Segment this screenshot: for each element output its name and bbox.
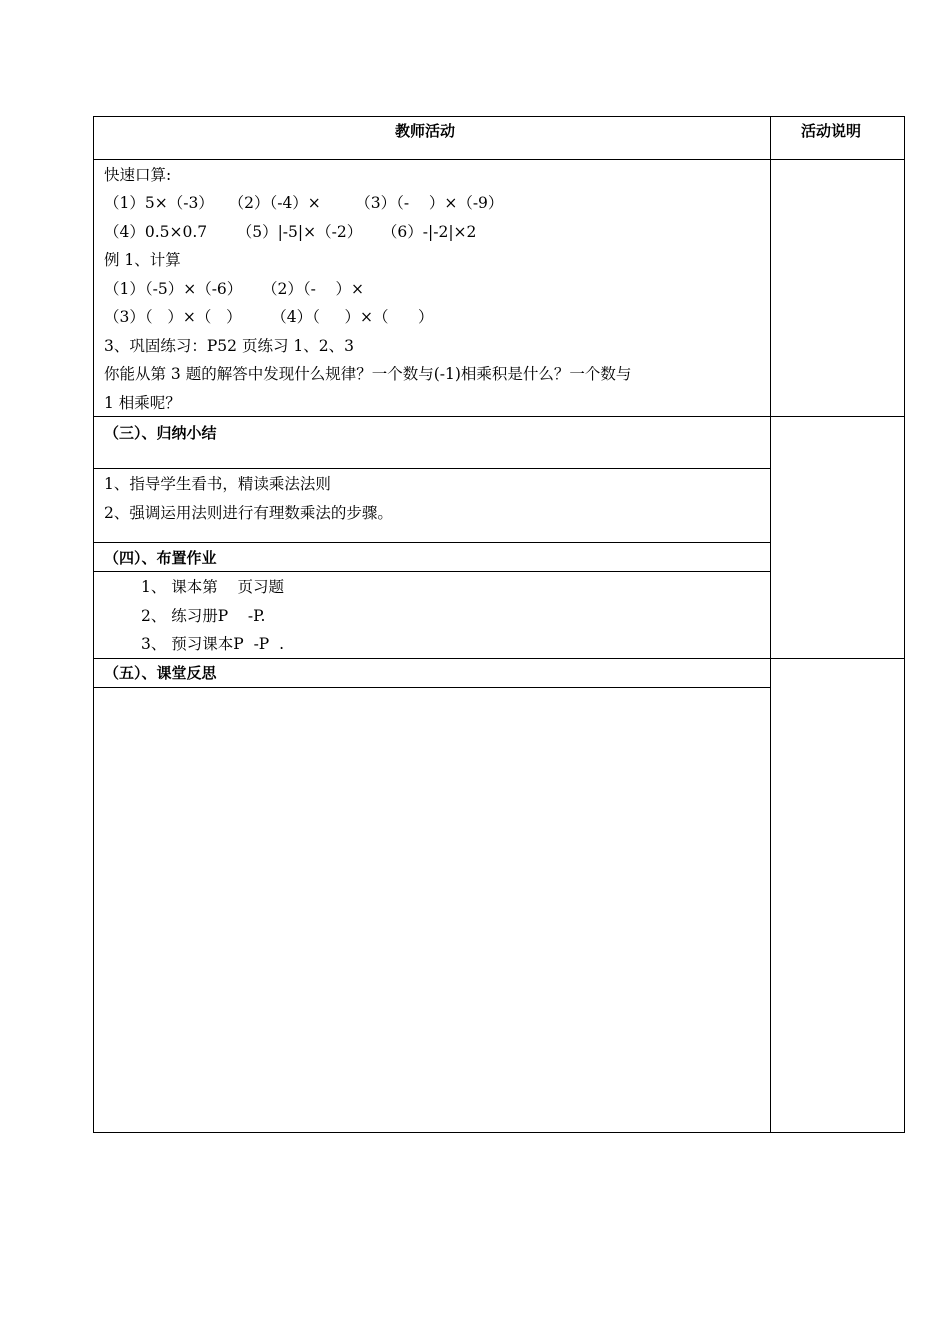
header-row-divider bbox=[93, 159, 905, 160]
example-1-line-1: （1）（-5）×（-6） （2）（- ）× bbox=[104, 280, 365, 298]
summary-item-2: 2、强调运用法则进行有理数乘法的步骤。 bbox=[104, 504, 393, 522]
pattern-question-line-2: 1 相乘呢？ bbox=[104, 394, 181, 412]
summary-title-divider bbox=[93, 468, 771, 469]
homework-row-divider bbox=[93, 658, 905, 659]
reflection-title-divider bbox=[93, 687, 771, 688]
consolidation-exercise: 3、巩固练习：P52 页练习 1、2、3 bbox=[104, 337, 354, 355]
homework-item-2: 2、 练习册P -P. bbox=[141, 607, 266, 625]
homework-title: （四）、布置作业 bbox=[104, 549, 217, 567]
summary-item-1: 1、指导学生看书，精读乘法法则 bbox=[104, 475, 331, 493]
summary-row-divider bbox=[93, 542, 771, 543]
quick-calc-line-2: （4）0.5×0.7 （5）|-5|×（-2） （6）-|-2|×2 bbox=[104, 223, 477, 241]
summary-title: （三）、归纳小结 bbox=[104, 424, 217, 442]
homework-item-3: 3、 预习课本P -P . bbox=[141, 635, 285, 653]
pattern-question-line-1: 你能从第 3 题的解答中发现什么规律？一个数与(-1)相乘积是什么？一个数与 bbox=[104, 365, 632, 383]
homework-item-1: 1、 课本第 页习题 bbox=[141, 578, 284, 596]
reflection-title: （五）、课堂反思 bbox=[104, 664, 217, 682]
homework-title-divider bbox=[93, 571, 771, 572]
header-teacher-activity: 教师活动 bbox=[395, 122, 456, 140]
quick-calc-label: 快速口算: bbox=[104, 166, 172, 184]
example-1-line-2: （3）（ ）×（ ） （4）（ ）×（ ） bbox=[104, 308, 434, 326]
column-divider bbox=[770, 116, 771, 1133]
quick-calc-line-1: （1）5×（-3） （2）（-4）× （3）（- ）×（-9） bbox=[104, 194, 504, 212]
example-1-label: 例 1、计算 bbox=[104, 251, 181, 269]
header-activity-note: 活动说明 bbox=[801, 122, 862, 140]
practice-row-divider bbox=[93, 416, 905, 417]
